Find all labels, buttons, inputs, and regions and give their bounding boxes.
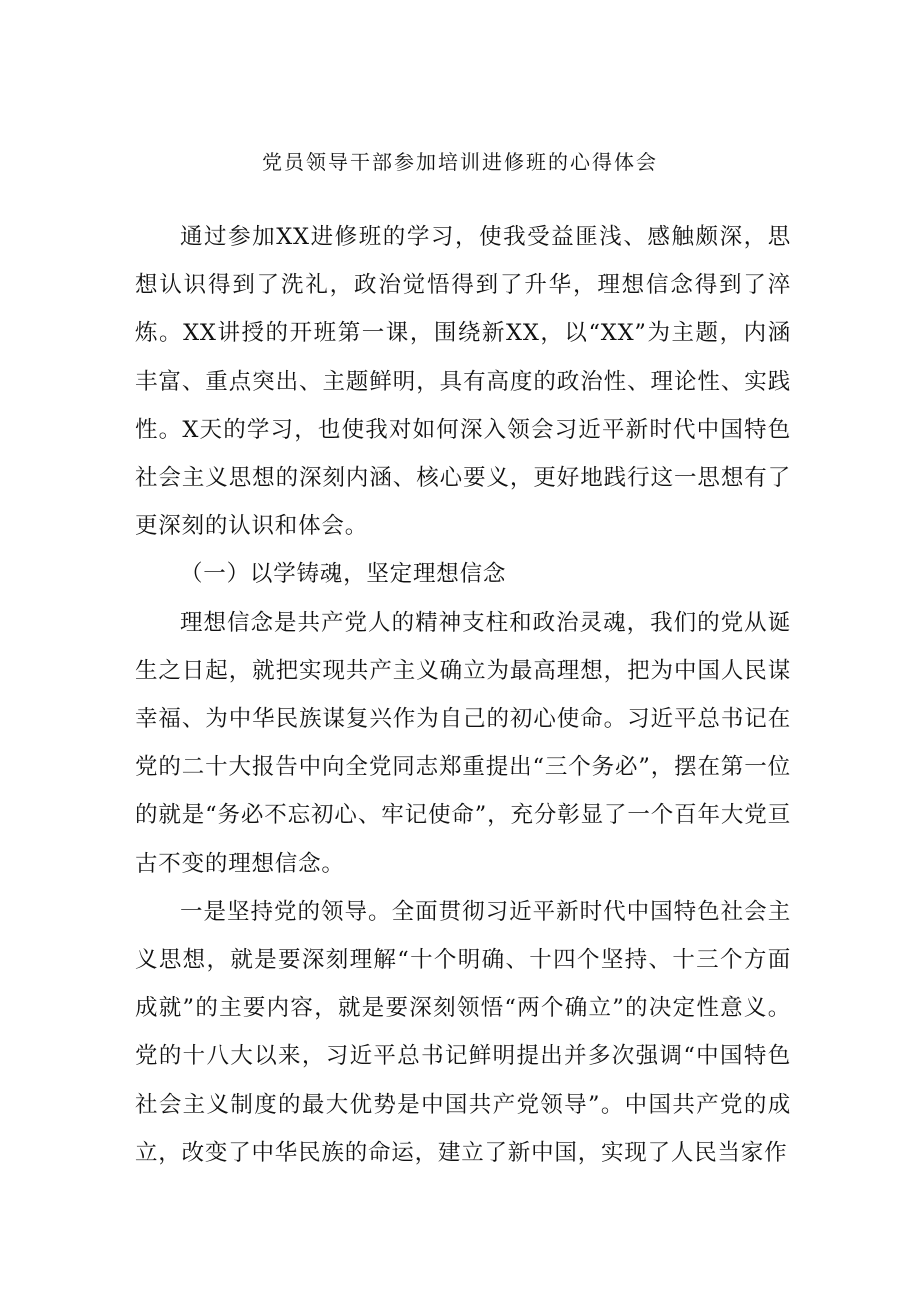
- document-title: 党员领导干部参加培训进修班的心得体会: [262, 150, 658, 174]
- document-body: [135, 213, 791, 1177]
- paragraph-ideals: 理想信念是共产党人的精神支柱和政治灵魂，我们的党从诞生之日起，就把实现共产主义确立为最高理想，把为中国人民谋幸福、为中华民族谋复兴作为自己的初心使命。习近平总书记在党的二十大报告中向全党同志郑重提出“三个务必”，摆在第一位的就是“务必不忘初心、牢记使命”，充分彰显了一个百年大党亘古不变的理想信念。: [135, 609, 791, 877]
- paragraph-party-leadership: 一是坚持党的领导。全面贯彻习近平新时代中国特色社会主义思想，就是要深刻理解“十个明确、十四个坚持、十三个方面成就”的主要内容，就是要深刻领悟“两个确立”的决定性意义。党的十八大以来，习近平总书记鲜明提出并多次强调“中国特色社会主义制度的最大优势是中国共产党领导”。中国共产党的成立，改变了中华民族的命运，建立了新中国，实现了人民当家作: [135, 898, 791, 1166]
- section-heading: （一）以学铸魂，坚定理想信念: [180, 561, 507, 588]
- paragraph-intro: 通过参加XX进修班的学习，使我受益匪浅、感触颇深，思想认识得到了洗礼，政治觉悟得到了升华，理想信念得到了淬炼。XX讲授的开班第一课，围绕新XX，以“XX”为主题，内涵丰富、重点突出、主题鲜明，具有高度的政治性、理论性、实践性。X天的学习，也使我对如何深入领会习近平新时代中国特色社会主义思想的深刻内涵、核心要义，更好地践行这一思想有了更深刻的认识和体会。: [135, 224, 791, 540]
